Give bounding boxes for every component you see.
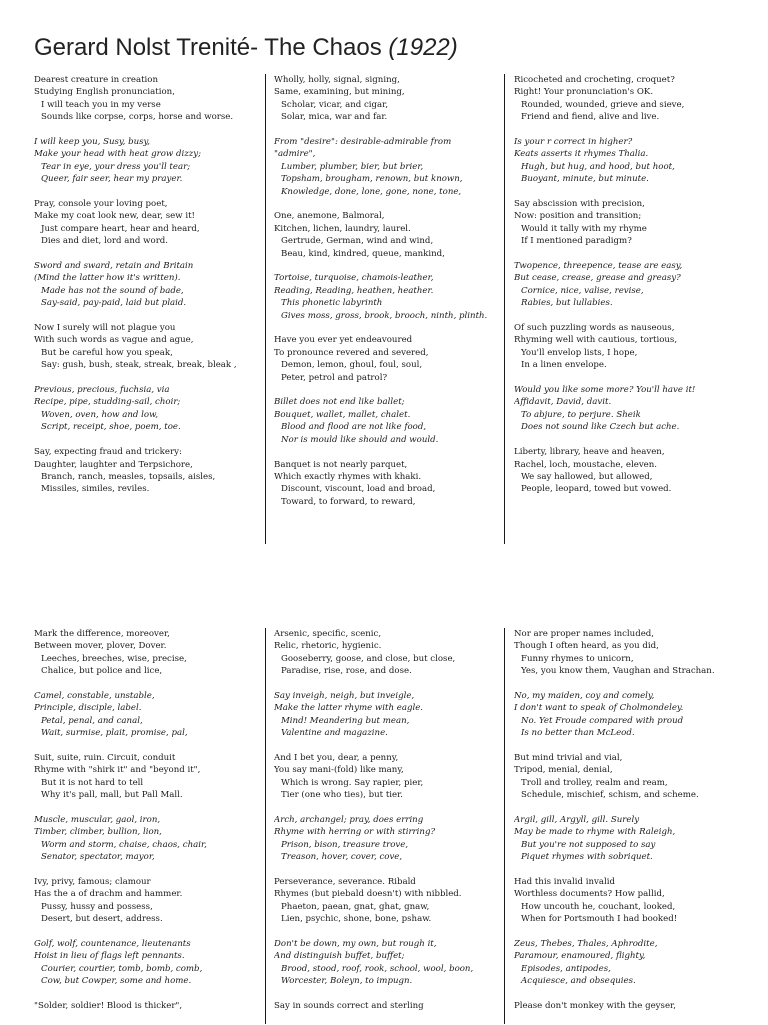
stanza <box>514 384 750 434</box>
stanza <box>514 876 750 926</box>
poem-line: Make my coat look new, dear, sew it! <box>34 211 196 222</box>
poem-line: Acquiesce, and obsequies. <box>521 976 636 987</box>
poem-line: Tortoise, turquoise, chamois-leather, <box>274 273 434 284</box>
poem-line: Mind! Meandering but mean, <box>281 715 410 726</box>
poem-line: Say in sounds correct and sterling <box>274 1001 424 1012</box>
column-divider <box>265 628 266 1024</box>
poem-line: May be made to rhyme with Raleigh, <box>514 827 676 838</box>
poem-line: Sounds like corpse, corps, horse and worse. <box>41 112 234 123</box>
poem-line: Sword and sward, retain and Britain <box>34 261 194 272</box>
stanza <box>514 628 750 678</box>
poem-line: Cow, but Cowper, some and home. <box>41 976 192 987</box>
poem-line: Had this invalid invalid <box>514 877 615 888</box>
poem-line: Argil, gill, Argyll, gill. Surely <box>514 815 640 826</box>
poem-line: Recipe, pipe, studding-sail, choir; <box>34 397 181 408</box>
poem-line: Senator, spectator, mayor, <box>41 852 155 863</box>
poem-line: Ivy, privy, famous; clamour <box>34 877 151 888</box>
poem-line: Make the latter rhyme with eagle. <box>274 703 424 714</box>
stanza <box>274 136 502 198</box>
poem-line: Nor are proper names included, <box>514 629 655 639</box>
poem-line: Gertrude, German, wind and wind, <box>281 236 434 247</box>
poem-line: Just compare heart, hear and heard, <box>41 223 200 234</box>
stanza <box>34 260 262 310</box>
poem-line: Reading, Reading, heathen, heather. <box>274 285 434 296</box>
poem-line: Peter, petrol and patrol? <box>281 372 388 383</box>
poem-line: Liberty, library, heave and heaven, <box>514 447 665 458</box>
poem-line: Perseverance, severance. Ribald <box>274 877 416 888</box>
stanza <box>34 752 262 802</box>
poem-line: And I bet you, dear, a penny, <box>274 753 399 764</box>
poem-line: Studying English pronunciation, <box>34 87 175 98</box>
poem-line: Prison, bison, treasure trove, <box>281 839 409 850</box>
poem-line: Wholly, holly, signal, signing, <box>274 75 400 85</box>
poem-row-2 <box>0 628 768 1024</box>
poem-line: People, leopard, towed but vowed. <box>521 484 672 495</box>
poem-line: You say mani-(fold) like many, <box>274 765 404 776</box>
poem-line: Would it tally with my rhyme <box>521 223 647 234</box>
poem-line: Suit, suite, ruin. Circuit, conduit <box>34 753 176 764</box>
poem-column-2 <box>274 74 502 521</box>
poem-line: Scholar, vicar, and cigar, <box>281 99 389 110</box>
page-title <box>34 34 458 62</box>
poem-line: Say-said, pay-paid, laid but plaid. <box>41 298 187 309</box>
stanza <box>514 814 750 864</box>
poem-line: Dearest creature in creation <box>34 75 158 85</box>
poem-line: Please don't monkey with the geyser, <box>514 1001 676 1012</box>
stanza <box>274 334 502 384</box>
poem-line: Golf, wolf, countenance, lieutenants <box>34 939 191 950</box>
poem-line: Knowledge, done, lone, gone, none, tone, <box>281 186 462 197</box>
poem-line: Make your head with heat grow dizzy; <box>34 149 202 160</box>
poem-line: Don't be down, my own, but rough it, <box>274 939 437 950</box>
stanza <box>514 260 750 310</box>
poem-line: Right! Your pronunciation's OK. <box>514 87 654 98</box>
poem-line: Woven, oven, how and low, <box>41 409 159 420</box>
poem-line: Arsenic, specific, scenic, <box>274 629 382 639</box>
stanza <box>274 396 502 446</box>
poem-line: One, anemone, Balmoral, <box>274 211 385 222</box>
stanza <box>514 136 750 186</box>
poem-line: Cornice, nice, valise, revise, <box>521 285 644 296</box>
poem-line: Affidavit, David, davit. <box>514 397 612 408</box>
poem-line: Treason, hover, cover, cove, <box>281 852 403 863</box>
poem-column-1 <box>34 628 262 1025</box>
stanza <box>514 1000 750 1012</box>
poem-line: Have you ever yet endeavoured <box>274 335 413 346</box>
poem-column-1 <box>34 74 262 508</box>
poem-line: Made has not the sound of bade, <box>41 285 184 296</box>
poem-line: Keats asserts it rhymes Thalia. <box>514 149 649 160</box>
poem-line: Tripod, menial, denial, <box>514 765 613 776</box>
poem-line: Worcester, Boleyn, to impugn. <box>281 976 413 987</box>
poem-line: But you're not supposed to say <box>521 839 656 850</box>
poem-line: From "desire": desirable-admirable from <box>274 137 452 148</box>
poem-line: Rachel, loch, moustache, eleven. <box>514 459 658 470</box>
stanza <box>514 198 750 248</box>
poem-line: And distinguish buffet, buffet; <box>274 951 405 962</box>
poem-line: (Mind the latter how it's written). <box>34 273 181 284</box>
poem-line: Wait, surmise, plait, promise, pal, <box>41 728 188 739</box>
poem-line: Rounded, wounded, grieve and sieve, <box>521 99 685 110</box>
poem-line: Pray, console your loving poet, <box>34 199 168 210</box>
poem-line: No, my maiden, coy and comely, <box>514 691 655 702</box>
poem-line: Tear in eye, your dress you'll tear; <box>41 161 191 172</box>
poem-line: I don't want to speak of Cholmondeley. <box>514 703 684 714</box>
poem-line: Leeches, breeches, wise, precise, <box>41 653 187 664</box>
poem-line: Relic, rhetoric, hygienic. <box>274 641 382 652</box>
poem-line: Twopence, threepence, tease are easy, <box>514 261 683 272</box>
poem-line: Queer, fair seer, hear my prayer. <box>41 174 183 185</box>
poem-line: Topsham, brougham, renown, but known, <box>281 174 463 185</box>
stanza <box>34 814 262 864</box>
poem-line: You'll envelop lists, I hope, <box>521 347 638 358</box>
poem-line: Say, expecting fraud and trickery: <box>34 447 182 458</box>
poem-line: Billet does not end like ballet; <box>274 397 405 408</box>
poem-line: With such words as vague and ague, <box>34 335 194 346</box>
poem-line: To pronounce revered and severed, <box>274 347 429 358</box>
stanza <box>34 136 262 186</box>
poem-line: Would you like some more? You'll have it! <box>514 385 696 396</box>
poem-line: Zeus, Thebes, Thales, Aphrodite, <box>514 939 658 950</box>
poem-line: No. Yet Froude compared with proud <box>521 715 684 726</box>
poem-line: We say hallowed, but allowed, <box>521 471 653 482</box>
poem-line: Missiles, similes, reviles. <box>41 484 150 495</box>
poem-line: Principle, disciple, label. <box>34 703 142 714</box>
stanza <box>34 74 262 124</box>
poem-line: But mind trivial and vial, <box>514 753 623 764</box>
poem-line: Schedule, mischief, schism, and scheme. <box>521 790 699 801</box>
poem-line: Is no better than McLeod. <box>521 728 635 739</box>
poem-row-1 <box>0 74 768 546</box>
poem-line: Buoyant, minute, but minute. <box>521 174 649 185</box>
poem-line: Rabies, but lullabies. <box>521 298 613 309</box>
poem-line: Daughter, laughter and Terpsichore, <box>34 459 193 470</box>
stanza <box>274 210 502 260</box>
poem-line: I will teach you in my verse <box>41 99 161 110</box>
stanza <box>274 814 502 864</box>
poem-line: Muscle, muscular, gaol, iron, <box>34 815 161 826</box>
poem-line: Pussy, hussy and possess, <box>41 901 153 912</box>
stanza <box>274 272 502 322</box>
stanza <box>274 74 502 124</box>
stanza <box>514 446 750 496</box>
poem-line: Which exactly rhymes with khaki. <box>274 471 422 482</box>
poem-line: Demon, lemon, ghoul, foul, soul, <box>281 360 423 371</box>
poem-line: Rhyme with herring or with stirring? <box>274 827 436 838</box>
stanza <box>34 198 262 248</box>
poem-line: Arch, archangel; pray, does erring <box>274 815 424 826</box>
stanza <box>34 322 262 372</box>
column-divider <box>504 628 505 1024</box>
poem-line: "admire", <box>274 149 316 160</box>
poem-line: Say abscission with precision, <box>514 199 645 210</box>
poem-line: But cease, crease, grease and greasy? <box>514 273 681 284</box>
stanza <box>34 876 262 926</box>
stanza <box>514 690 750 740</box>
stanza <box>34 446 262 496</box>
poem-line: Is your r correct in higher? <box>514 137 633 148</box>
poem-line: Piquet rhymes with sobriquet. <box>521 852 653 863</box>
stanza <box>34 938 262 988</box>
poem-line: If I mentioned paradigm? <box>521 236 632 247</box>
poem-line: To abjure, to perjure. Sheik <box>521 409 641 420</box>
poem-line: This phonetic labyrinth <box>281 298 383 309</box>
poem-line: Which is wrong. Say rapier, pier, <box>281 777 424 788</box>
poem-line: Now: position and transition; <box>514 211 642 222</box>
poem-line: Episodes, antipodes, <box>521 963 611 974</box>
poem-line: Now I surely will not plague you <box>34 323 176 334</box>
stanza <box>34 690 262 740</box>
poem-line: Lumber, plumber, bier, but brier, <box>281 161 424 172</box>
poem-line: Worm and storm, chaise, chaos, chair, <box>41 839 207 850</box>
stanza <box>274 1000 502 1012</box>
stanza <box>514 322 750 372</box>
poem-line: How uncouth he, couchant, looked, <box>521 901 676 912</box>
poem-line: Courier, courtier, tomb, bomb, comb, <box>41 963 203 974</box>
poem-line: Beau, kind, kindred, queue, mankind, <box>281 248 445 259</box>
poem-line: When for Portsmouth I had booked! <box>521 914 678 925</box>
poem-line: Rhyming well with cautious, tortious, <box>514 335 678 346</box>
poem-line: Lien, psychic, shone, bone, pshaw. <box>281 914 432 925</box>
poem-line: Ricocheted and crocheting, croquet? <box>514 75 675 85</box>
poem-line: Hugh, but hug, and hood, but hoot, <box>521 161 675 172</box>
poem-line: Paradise, rise, rose, and dose. <box>281 666 412 677</box>
poem-line: But be careful how you speak, <box>41 347 173 358</box>
poem-line: Phaeton, paean, gnat, ghat, gnaw, <box>281 901 430 912</box>
poem-column-2 <box>274 628 502 1025</box>
stanza <box>274 938 502 988</box>
stanza <box>274 459 502 509</box>
poem-line: Gooseberry, goose, and close, but close, <box>281 653 456 664</box>
poem-line: Between mover, plover, Dover. <box>34 641 167 652</box>
stanza <box>274 690 502 740</box>
poem-line: Script, receipt, shoe, poem, toe. <box>41 422 181 433</box>
poem-line: Valentine and magazine. <box>281 728 388 739</box>
title-year: (1922) <box>388 34 458 61</box>
poem-line: Branch, ranch, measles, topsails, aisles, <box>41 471 216 482</box>
poem-column-3 <box>514 628 750 1025</box>
title-main: Gerard Nolst Trenité- The Chaos <box>34 34 389 61</box>
poem-line: Has the a of drachm and hammer. <box>34 889 183 900</box>
poem-line: Does not sound like Czech but ache. <box>521 422 680 433</box>
poem-line: Mark the difference, moreover, <box>34 629 170 639</box>
poem-line: But it is not hard to tell <box>41 777 144 788</box>
poem-line: In a linen envelope. <box>521 360 607 371</box>
poem-line: Why it's pall, mall, but Pall Mall. <box>41 790 183 801</box>
poem-line: Same, examining, but mining, <box>274 87 405 98</box>
stanza <box>274 876 502 926</box>
poem-line: Petal, penal, and canal, <box>41 715 143 726</box>
poem-line: Timber, climber, bullion, lion, <box>34 827 162 838</box>
stanza <box>34 1000 262 1012</box>
stanza <box>514 752 750 802</box>
poem-line: Say inveigh, neigh, but inveigle, <box>274 691 415 702</box>
poem-line: Desert, but desert, address. <box>41 914 163 925</box>
poem-line: Solar, mica, war and far. <box>281 112 388 123</box>
poem-line: "Solder, soldier! Blood is thicker", <box>34 1001 183 1012</box>
poem-line: Brood, stood, roof, rook, school, wool, boon, <box>281 963 474 974</box>
stanza <box>514 938 750 988</box>
poem-line: Though I often heard, as you did, <box>514 641 659 652</box>
stanza <box>274 628 502 678</box>
poem-line: Toward, to forward, to reward, <box>281 496 416 507</box>
poem-line: Tier (one who ties), but tier. <box>281 790 403 801</box>
stanza <box>34 384 262 434</box>
stanza <box>274 752 502 802</box>
column-divider <box>504 74 505 544</box>
poem-line: Of such puzzling words as nauseous, <box>514 323 675 334</box>
poem-line: Banquet is not nearly parquet, <box>274 459 408 470</box>
poem-line: Discount, viscount, load and broad, <box>281 484 436 495</box>
poem-line: Rhyme with "shirk it" and "beyond it", <box>34 765 201 776</box>
column-divider <box>265 74 266 544</box>
poem-line: Worthless documents? How pallid, <box>514 889 665 900</box>
poem-line: Previous, precious, fuchsia, via <box>34 385 170 396</box>
poem-line: I will keep you, Susy, busy, <box>34 137 150 148</box>
poem-line: Friend and fiend, alive and live. <box>521 112 660 123</box>
poem-line: Camel, constable, unstable, <box>34 691 155 702</box>
poem-column-3 <box>514 74 750 508</box>
poem-line: Blood and flood are not like food, <box>281 422 427 433</box>
poem-line: Funny rhymes to unicorn, <box>521 653 634 664</box>
stanza <box>514 74 750 124</box>
poem-line: Hoist in lieu of flags left pennants. <box>34 951 185 962</box>
poem-line: Dies and diet, lord and word. <box>41 236 169 247</box>
poem-line: Paramour, enamoured, flighty, <box>514 951 646 962</box>
stanza <box>34 628 262 678</box>
poem-line: Troll and trolley, realm and ream, <box>521 777 668 788</box>
poem-line: Gives moss, gross, brook, brooch, ninth, plinth. <box>281 310 488 321</box>
poem-line: Yes, you know them, Vaughan and Strachan. <box>521 666 715 677</box>
poem-line: Kitchen, lichen, laundry, laurel. <box>274 223 411 234</box>
poem-line: Nor is mould like should and would. <box>281 434 439 445</box>
poem-line: Bouquet, wallet, mallet, chalet. <box>274 409 411 420</box>
poem-line: Say: gush, bush, steak, streak, break, bleak , <box>41 360 237 371</box>
poem-line: Rhymes (but piebald doesn't) with nibbled. <box>274 889 462 900</box>
poem-line: Chalice, but police and lice, <box>41 666 163 677</box>
